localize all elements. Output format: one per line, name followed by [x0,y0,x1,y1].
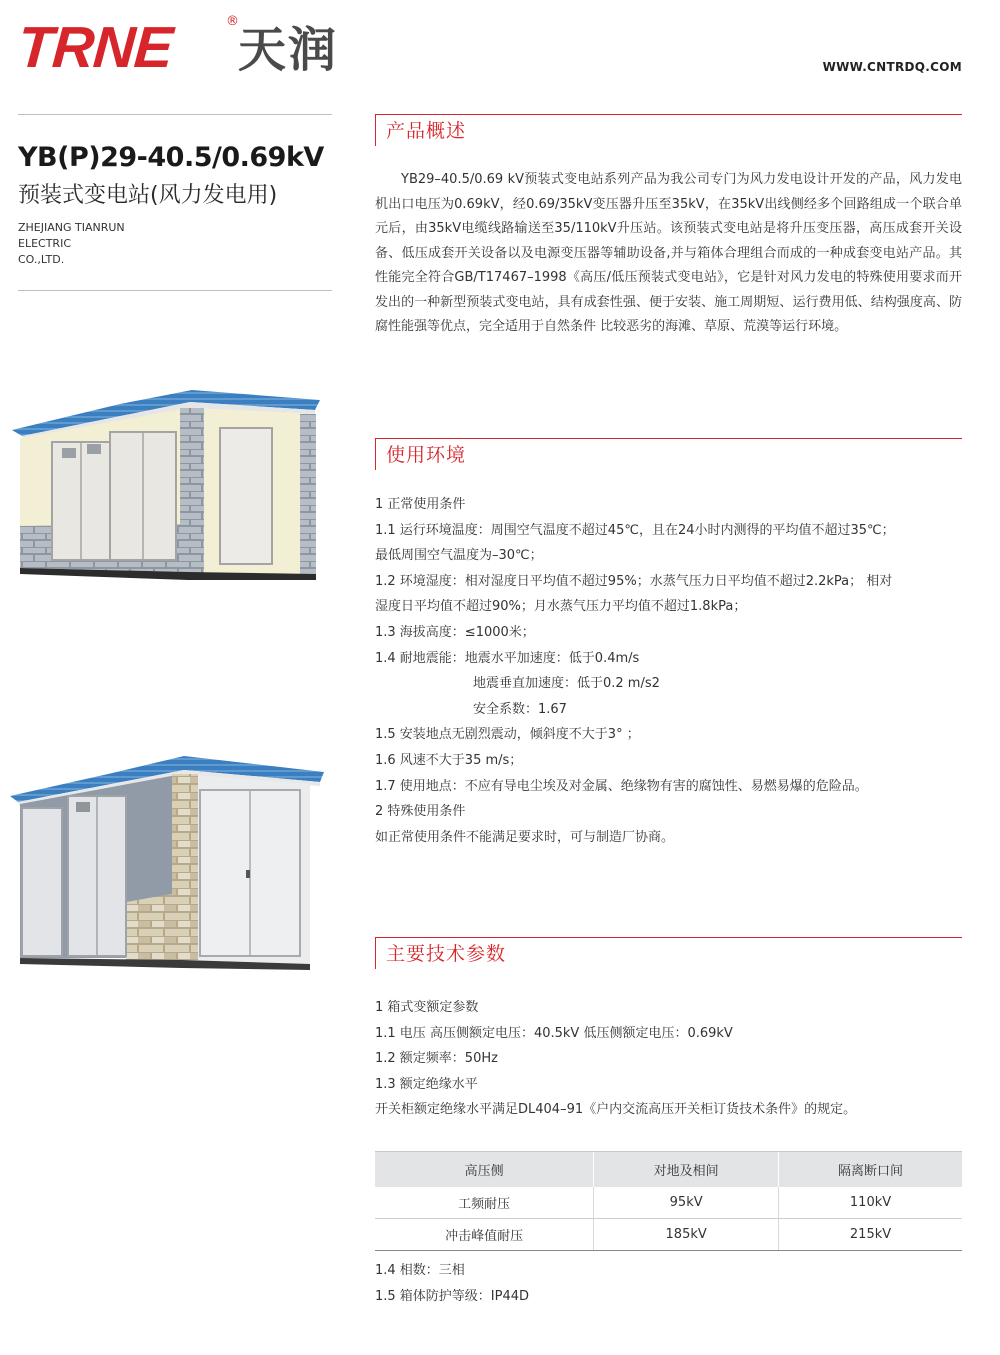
list-item: 1.5 箱体防护等级：IP44D [375,1288,530,1304]
list-item: 2 特殊使用条件 [375,804,466,820]
insulation-level-table [375,1151,962,1251]
parameters-list [375,995,965,1123]
company-line: ZHEJIANG TIANRUN [18,221,125,234]
table-row [375,1219,962,1251]
list-item: 1 箱式变额定参数 [375,1000,479,1015]
list-item: 1 正常使用条件 [375,497,466,512]
list-item: 1.1 运行环境温度：周围空气温度不超过45℃，且在24小时内测得的平均值不超过35℃； [375,522,895,538]
list-item: 1.2 额定频率：50Hz [375,1051,498,1067]
company-line: ELECTRIC [18,237,71,250]
table-header-cell: 高压侧 [375,1152,594,1188]
company-logo [15,14,348,84]
section-tick [375,114,376,146]
product-subtitle: 预装式变电站(风力发电用) [18,183,278,208]
registered-mark: ® [226,14,239,29]
table-cell: 110kV [779,1187,962,1219]
product-model: YB(P)29-40.5/0.69kV [18,142,324,173]
section-title: 使用环境 [386,444,467,466]
table-header-cell: 隔离断口间 [779,1152,962,1188]
list-item: 安全系数：1.67 [473,701,567,717]
list-item: 1.6 风速不大于35 m/s； [375,752,523,768]
table-header-cell: 对地及相间 [594,1152,779,1188]
divider-bottom [18,290,332,291]
table-cell: 215kV [779,1219,962,1251]
table-cell: 185kV [594,1219,779,1251]
list-item: 如正常使用条件不能满足要求时，可与制造厂协商。 [375,829,675,845]
section-tick [375,937,376,969]
section-header-parameters [375,937,962,969]
company-name [18,220,168,268]
table-cell: 95kV [594,1187,779,1219]
section-rule [375,438,962,439]
list-item: 开关柜额定绝缘水平满足DL404–91《户内交流高压开关柜订货技术条件》的规定。 [375,1102,857,1118]
substation-image-grey [8,752,326,974]
list-item: 地震垂直加速度：低于0.2 m/s2 [473,676,660,692]
section-title: 主要技术参数 [386,943,507,965]
list-item: 1.1 电压 高压侧额定电压：40.5kV 低压侧额定电压：0.69kV [375,1025,733,1041]
section-header-environment [375,438,962,470]
substation-image-cream [10,386,325,586]
table-row [375,1187,962,1219]
table-cell: 工频耐压 [375,1187,594,1219]
parameters-list-continued [375,1258,965,1309]
list-item: 最低周围空气温度为–30℃； [375,548,543,564]
list-item: 1.3 海拔高度：≤1000米； [375,624,535,640]
environment-list [375,492,965,850]
list-item: 1.2 环境湿度：相对湿度日平均值不超过95%；水蒸气压力日平均值不超过2.2kPa； 相对 [375,573,893,589]
section-rule [375,114,962,115]
logo-chinese-text: 天润 [238,22,339,78]
overview-paragraph [375,168,962,340]
logo-latin-text: TRNE [15,15,175,80]
table-header-row [375,1152,962,1188]
list-item: 1.4 耐地震能：地震水平加速度：低于0.4m/s [375,650,640,666]
section-tick [375,438,376,470]
section-header-overview [375,114,962,146]
company-line: CO.,LTD. [18,253,65,266]
section-rule [375,937,962,938]
list-item: 1.4 相数：三相 [375,1263,465,1278]
list-item: 1.7 使用地点：不应有导电尘埃及对金属、绝缘物有害的腐蚀性、易燃易爆的危险品。 [375,778,868,794]
website-url[interactable]: WWW.CNTRDQ.COM [822,60,962,74]
section-title: 产品概述 [386,120,467,142]
table-cell: 冲击峰值耐压 [375,1219,594,1251]
list-item: 1.3 额定绝缘水平 [375,1076,478,1092]
overview-text: YB29–40.5/0.69 kV预装式变电站系列产品为我公司专门为风力发电设计开发的产品，风力发电机出口电压为0.69kV，经0.69/35kV变压器升压至35kV，在35kV出线侧经多个回路组成一个联合单元后，由35kV电缆线路输送至35/110kV升压站。该预装式变电站是将升压变压器，高压成套开关设备、低压成套开关设备以及电源变压器等辅助设备,并与箱体合理组合而成的一种成套变电站产品。其性能完全符合GB/T17467–1998《高压/低压预装式变电站》，它是针对风力发电的特殊使用要求而开发出的一种新型预装式变电站，具有成套性强、便于安装、施工周期短、运行费用低、结构强度高、防腐性能强等优点，完全适用于自然条件 比较恶劣的海滩、草原、荒漠等运行环境。 [375,172,962,334]
list-item: 1.5 安装地点无剧烈震动，倾斜度不大于3° ； [375,727,640,743]
divider-top [18,114,332,115]
list-item: 湿度日平均值不超过90%；月水蒸气压力平均值不超过1.8kPa； [375,599,747,615]
